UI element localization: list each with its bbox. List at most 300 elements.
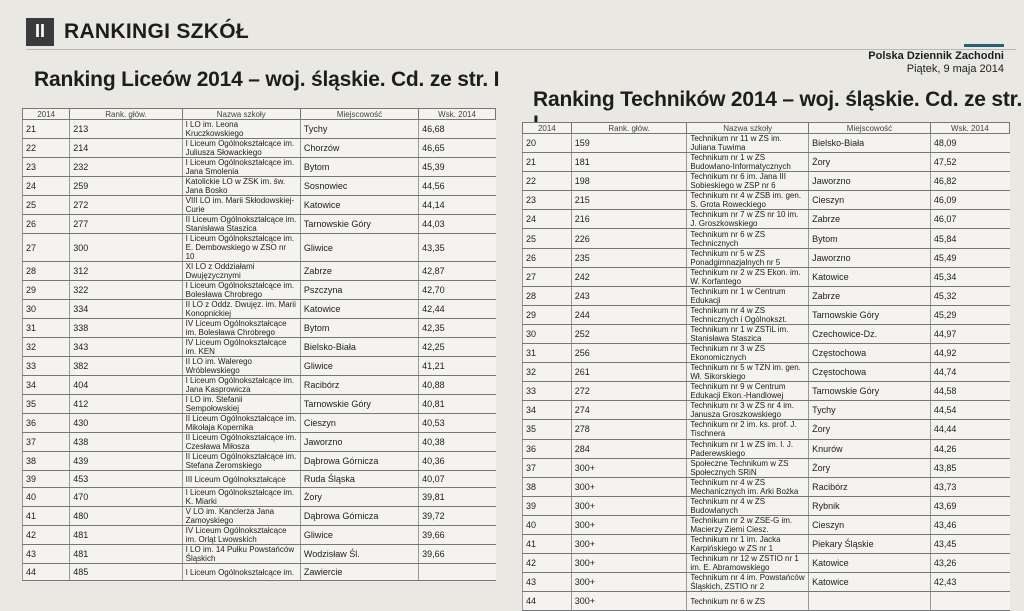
score-cell: 42,87 [419,262,496,281]
position-cell: 42 [23,526,70,545]
city-cell: Zawiercie [300,564,418,581]
score-cell: 43,45 [930,534,1009,553]
city-cell: Racibórz [300,376,418,395]
school-name-cell: Technikum nr 6 im. Jana III Sobieskiego w ZSP nr 6 [687,172,809,191]
general-rank-cell: 216 [571,210,687,229]
school-name-cell: I Liceum Ogólnokształcące im. Jana Kasprowicza [182,376,300,395]
city-cell: Bytom [300,319,418,338]
table-row [523,458,1010,477]
general-rank-cell: 252 [571,324,687,343]
general-rank-cell: 334 [70,300,182,319]
table-row [523,210,1010,229]
score-cell: 46,09 [930,191,1009,210]
table-row [523,363,1010,382]
score-cell: 40,88 [419,376,496,395]
general-rank-cell: 198 [571,172,687,191]
school-name-cell: I LO im. 14 Pułku Powstańców Śląskich [182,545,300,564]
city-cell: Piekary Śląskie [809,534,931,553]
table-row [523,305,1010,324]
table-row [23,300,496,319]
score-cell: 39,66 [419,545,496,564]
school-name-cell: Technikum nr 2 w ZS Ekon. im. W. Korfantego [687,267,809,286]
score-cell: 42,25 [419,338,496,357]
general-rank-cell: 470 [70,488,182,507]
city-cell: Sosnowiec [300,177,418,196]
position-cell: 44 [23,564,70,581]
school-name-cell: II Liceum Ogólnokształcące im. Stefana Żeromskiego [182,452,300,471]
table-row [23,433,496,452]
score-cell: 45,39 [419,158,496,177]
school-name-cell: II LO im. Walerego Wróblewskiego [182,357,300,376]
table-row [23,158,496,177]
position-cell: 31 [523,344,572,363]
score-cell: 44,58 [930,382,1009,401]
school-name-cell: Technikum nr 4 im. Powstańców Śląskich, ZSTIO nr 2 [687,573,809,592]
city-cell: Bytom [809,229,931,248]
school-name-cell: I LO im. Leona Kruczkowskiego [182,120,300,139]
column-header: Nazwa szkoły [687,123,809,134]
score-cell: 46,65 [419,139,496,158]
position-cell: 24 [23,177,70,196]
school-name-cell: Technikum nr 6 w ZS [687,592,809,611]
general-rank-cell: 480 [70,507,182,526]
position-cell: 27 [23,234,70,262]
school-name-cell: Technikum nr 12 w ZSTIO nr 1 im. E. Abramowskiego [687,554,809,573]
general-rank-cell: 300 [70,234,182,262]
table-header-row [523,123,1010,134]
school-name-cell: Technikum nr 4 w ZS Technicznych i Ogólnokszt. [687,305,809,324]
school-name-cell: Technikum nr 1 w ZSTiL im. Stanisława Staszica [687,324,809,343]
table-row [23,471,496,488]
table-row [23,281,496,300]
position-cell: 25 [523,229,572,248]
position-cell: 44 [523,592,572,611]
score-cell: 44,56 [419,177,496,196]
city-cell: Częstochowa [809,363,931,382]
city-cell: Żory [809,153,931,172]
table-row [23,564,496,581]
school-name-cell: Technikum nr 4 w ZS Budowlanych [687,496,809,515]
general-rank-cell: 213 [70,120,182,139]
score-cell: 40,38 [419,433,496,452]
city-cell: Chorzów [300,139,418,158]
table-row [23,545,496,564]
score-cell: 46,82 [930,172,1009,191]
general-rank-cell: 300+ [571,458,687,477]
table-row [23,139,496,158]
position-cell: 20 [523,134,572,153]
score-cell [930,592,1009,611]
position-cell: 35 [23,395,70,414]
general-rank-cell: 272 [70,196,182,215]
general-rank-cell: 300+ [571,534,687,553]
general-rank-cell: 343 [70,338,182,357]
table-row [23,262,496,281]
general-rank-cell: 226 [571,229,687,248]
city-cell: Rybnik [809,496,931,515]
city-cell: Zabrze [809,210,931,229]
city-cell: Jaworzno [809,248,931,267]
city-cell: Katowice [809,573,931,592]
city-cell: Czechowice-Dz. [809,324,931,343]
table-row [523,229,1010,248]
score-cell: 44,74 [930,363,1009,382]
position-cell: 29 [523,305,572,324]
table-row [23,526,496,545]
general-rank-cell: 485 [70,564,182,581]
position-cell: 38 [523,477,572,496]
table-row [523,477,1010,496]
table-row [523,248,1010,267]
school-name-cell: II Liceum Ogólnokształcące im. Mikołaja Kopernika [182,414,300,433]
school-name-cell: Technikum nr 5 w TZN im. gen. Wł. Sikorskiego [687,363,809,382]
position-cell: 36 [23,414,70,433]
position-cell: 30 [523,324,572,343]
city-cell: Ruda Śląska [300,471,418,488]
school-name-cell: II Liceum Ogólnokształcące im. Czesława Miłosza [182,433,300,452]
school-name-cell: I Liceum Ogólnokształcące im. [182,564,300,581]
position-cell: 37 [23,433,70,452]
score-cell: 43,46 [930,515,1009,534]
city-cell: Zabrze [809,286,931,305]
table-row [23,234,496,262]
score-cell: 43,73 [930,477,1009,496]
score-cell: 46,68 [419,120,496,139]
school-name-cell: IV Liceum Ogólnokształcące im. Bolesława Chrobrego [182,319,300,338]
school-name-cell: I LO im. Stefanii Sempołowskiej [182,395,300,414]
city-cell: Żory [809,458,931,477]
general-rank-cell: 382 [70,357,182,376]
school-name-cell: Technikum nr 3 w ZS nr 4 im. Janusza Groszkowskiego [687,401,809,420]
position-cell: 42 [523,554,572,573]
general-rank-cell: 481 [70,545,182,564]
general-rank-cell: 312 [70,262,182,281]
school-name-cell: I Liceum Ogólnokształcące im. K. Miarki [182,488,300,507]
school-name-cell: Technikum nr 6 w ZS Technicznych [687,229,809,248]
general-rank-cell: 322 [70,281,182,300]
city-cell: Gliwice [300,357,418,376]
score-cell: 44,26 [930,439,1009,458]
accent-bar [964,44,1004,47]
score-cell: 40,07 [419,471,496,488]
position-cell: 36 [523,439,572,458]
position-cell: 33 [23,357,70,376]
general-rank-cell: 338 [70,319,182,338]
table-row [23,488,496,507]
general-rank-cell: 232 [70,158,182,177]
table-row [23,215,496,234]
position-cell: 31 [23,319,70,338]
school-name-cell: Technikum nr 1 w ZS Budowlano-Informatycznych [687,153,809,172]
score-cell: 43,85 [930,458,1009,477]
score-cell: 40,53 [419,414,496,433]
general-rank-cell: 439 [70,452,182,471]
city-cell: Jaworzno [300,433,418,452]
city-cell: Tarnowskie Góry [809,305,931,324]
city-cell: Cieszyn [809,515,931,534]
table-row [523,153,1010,172]
school-name-cell: IV Liceum Ogólnokształcące im. KEN [182,338,300,357]
score-cell: 43,26 [930,554,1009,573]
general-rank-cell: 215 [571,191,687,210]
city-cell: Gliwice [300,526,418,545]
general-rank-cell: 300+ [571,592,687,611]
general-rank-cell: 300+ [571,496,687,515]
school-name-cell: II LO z Oddz. Dwujęz. im. Marii Konopnickiej [182,300,300,319]
licea-table [22,108,496,581]
general-rank-cell: 159 [571,134,687,153]
score-cell: 43,35 [419,234,496,262]
city-cell: Katowice [300,300,418,319]
position-cell: 23 [23,158,70,177]
table-row [523,554,1010,573]
position-cell: 32 [523,363,572,382]
position-cell: 30 [23,300,70,319]
table-row [523,496,1010,515]
score-cell: 44,97 [930,324,1009,343]
table-row [23,120,496,139]
city-cell: Dąbrowa Górnicza [300,507,418,526]
school-name-cell: Technikum nr 3 w ZS Ekonomicznych [687,344,809,363]
position-cell: 35 [523,420,572,439]
technika-table [522,122,1010,611]
score-cell: 39,66 [419,526,496,545]
general-rank-cell: 214 [70,139,182,158]
table-row [23,177,496,196]
city-cell: Zabrze [300,262,418,281]
table-row [23,196,496,215]
general-rank-cell: 181 [571,153,687,172]
table-row [523,534,1010,553]
table-row [23,319,496,338]
section-badge: II [26,18,54,46]
score-cell: 40,81 [419,395,496,414]
city-cell: Żory [300,488,418,507]
general-rank-cell: 242 [571,267,687,286]
position-cell: 25 [23,196,70,215]
school-name-cell: V LO im. Kanclerza Jana Zamoyskiego [182,507,300,526]
score-cell: 45,34 [930,267,1009,286]
score-cell: 42,70 [419,281,496,300]
position-cell: 27 [523,267,572,286]
column-header: Miejscowość [809,123,931,134]
score-cell: 40,36 [419,452,496,471]
table-row [23,357,496,376]
position-cell: 22 [523,172,572,191]
position-cell: 22 [23,139,70,158]
city-cell: Tarnowskie Góry [809,382,931,401]
city-cell: Katowice [809,267,931,286]
licea-title: Ranking Liceów 2014 – woj. śląskie. Cd. ze str. I [34,68,500,91]
position-cell: 40 [23,488,70,507]
position-cell: 23 [523,191,572,210]
school-name-cell: Katolickie LO w ZSK im. św. Jana Bosko [182,177,300,196]
general-rank-cell: 259 [70,177,182,196]
score-cell: 44,92 [930,344,1009,363]
city-cell: Pszczyna [300,281,418,300]
score-cell: 43,69 [930,496,1009,515]
table-row [523,324,1010,343]
table-row [523,172,1010,191]
city-cell: Gliwice [300,234,418,262]
table-row [523,191,1010,210]
table-row [23,376,496,395]
position-cell: 43 [523,573,572,592]
general-rank-cell: 272 [571,382,687,401]
city-cell: Tarnowskie Góry [300,215,418,234]
city-cell [809,592,931,611]
general-rank-cell: 412 [70,395,182,414]
table-row [523,515,1010,534]
position-cell: 28 [23,262,70,281]
score-cell: 42,43 [930,573,1009,592]
score-cell: 45,84 [930,229,1009,248]
city-cell: Tarnowskie Góry [300,395,418,414]
issue-date: Piątek, 9 maja 2014 [906,63,1004,75]
score-cell: 41,21 [419,357,496,376]
position-cell: 24 [523,210,572,229]
school-name-cell: Technikum nr 1 w Centrum Edukacji [687,286,809,305]
table-row [523,382,1010,401]
city-cell: Tychy [300,120,418,139]
school-name-cell: IV Liceum Ogólnokształcące im. Orląt Lwowskich [182,526,300,545]
school-name-cell: Technikum nr 9 w Centrum Edukacji Ekon.-Handlowej [687,382,809,401]
general-rank-cell: 235 [571,248,687,267]
school-name-cell: Technikum nr 2 im. ks. prof. J. Tischnera [687,420,809,439]
position-cell: 34 [23,376,70,395]
school-name-cell: Technikum nr 2 w ZSE-G im. Macierzy Ziemi Ciesz. [687,515,809,534]
position-cell: 29 [23,281,70,300]
paper-info [868,44,1004,76]
position-cell: 26 [23,215,70,234]
general-rank-cell: 284 [571,439,687,458]
table-row [23,507,496,526]
city-cell: Bielsko-Biała [300,338,418,357]
score-cell [419,564,496,581]
paper-name: Polska Dziennik Zachodni [868,50,1004,62]
general-rank-cell: 243 [571,286,687,305]
city-cell: Tychy [809,401,931,420]
position-cell: 39 [23,471,70,488]
city-cell: Dąbrowa Górnicza [300,452,418,471]
school-name-cell: I Liceum Ogólnokształcące im. Bolesława Chrobrego [182,281,300,300]
general-rank-cell: 430 [70,414,182,433]
position-cell: 28 [523,286,572,305]
school-name-cell: Technikum nr 1 im. Jacka Karpińskiego w ZS nr 1 [687,534,809,553]
column-header: Rank. głów. [70,109,182,120]
general-rank-cell: 453 [70,471,182,488]
position-cell: 41 [23,507,70,526]
general-rank-cell: 277 [70,215,182,234]
general-rank-cell: 261 [571,363,687,382]
position-cell: 26 [523,248,572,267]
position-cell: 41 [523,534,572,553]
score-cell: 44,44 [930,420,1009,439]
score-cell: 47,52 [930,153,1009,172]
general-rank-cell: 244 [571,305,687,324]
city-cell: Cieszyn [300,414,418,433]
table-row [523,573,1010,592]
score-cell: 45,49 [930,248,1009,267]
column-header: Rank. głów. [571,123,687,134]
general-rank-cell: 256 [571,344,687,363]
table-row [523,286,1010,305]
score-cell: 44,03 [419,215,496,234]
table-row [523,134,1010,153]
position-cell: 38 [23,452,70,471]
general-rank-cell: 300+ [571,554,687,573]
position-cell: 32 [23,338,70,357]
column-header: Wsk. 2014 [930,123,1009,134]
score-cell: 39,72 [419,507,496,526]
position-cell: 37 [523,458,572,477]
school-name-cell: Technikum nr 5 w ZS Ponadgimnazjalnych nr 5 [687,248,809,267]
section-title: RANKINGI SZKÓŁ [64,19,250,43]
position-cell: 39 [523,496,572,515]
city-cell: Cieszyn [809,191,931,210]
score-cell: 44,14 [419,196,496,215]
table-row [523,267,1010,286]
school-name-cell: II Liceum Ogólnokształcące im. Stanisława Staszica [182,215,300,234]
table-row [23,338,496,357]
table-row [23,395,496,414]
general-rank-cell: 274 [571,401,687,420]
column-header: Nazwa szkoły [182,109,300,120]
city-cell: Jaworzno [809,172,931,191]
school-name-cell: I Liceum Ogólnokształcące im. Jana Smolenia [182,158,300,177]
column-header: Wsk. 2014 [419,109,496,120]
school-name-cell: XI LO z Oddziałami Dwujęzycznymi [182,262,300,281]
position-cell: 43 [23,545,70,564]
column-header: 2014 [23,109,70,120]
city-cell: Bytom [300,158,418,177]
position-cell: 21 [23,120,70,139]
city-cell: Żory [809,420,931,439]
general-rank-cell: 300+ [571,573,687,592]
school-name-cell: VIII LO im. Marii Skłodowskiej-Curie [182,196,300,215]
school-name-cell: III Liceum Ogólnokształcące [182,471,300,488]
position-cell: 40 [523,515,572,534]
column-header: 2014 [523,123,572,134]
column-header: Miejscowość [300,109,418,120]
score-cell: 42,44 [419,300,496,319]
school-name-cell: Społeczne Technikum w ZS Społecznych SRiN [687,458,809,477]
table-row [523,344,1010,363]
school-name-cell: I Liceum Ogólnokształcące im. E. Dembowskiego w ZSO nr 10 [182,234,300,262]
general-rank-cell: 481 [70,526,182,545]
score-cell: 45,29 [930,305,1009,324]
table-row [523,401,1010,420]
general-rank-cell: 404 [70,376,182,395]
school-name-cell: Technikum nr 4 w ZS Mechanicznych im. Arki Bożka [687,477,809,496]
general-rank-cell: 438 [70,433,182,452]
score-cell: 46,07 [930,210,1009,229]
city-cell: Katowice [300,196,418,215]
school-name-cell: Technikum nr 4 w ZSB im. gen. S. Grota Roweckiego [687,191,809,210]
table-row [23,452,496,471]
position-cell: 33 [523,382,572,401]
general-rank-cell: 278 [571,420,687,439]
general-rank-cell: 300+ [571,515,687,534]
city-cell: Knurów [809,439,931,458]
school-name-cell: I Liceum Ogólnokształcące im. Juliusza Słowackiego [182,139,300,158]
table-row [23,414,496,433]
position-cell: 34 [523,401,572,420]
city-cell: Częstochowa [809,344,931,363]
school-name-cell: Technikum nr 1 w ZS im. I. J. Paderewskiego [687,439,809,458]
table-row [523,420,1010,439]
city-cell: Katowice [809,554,931,573]
